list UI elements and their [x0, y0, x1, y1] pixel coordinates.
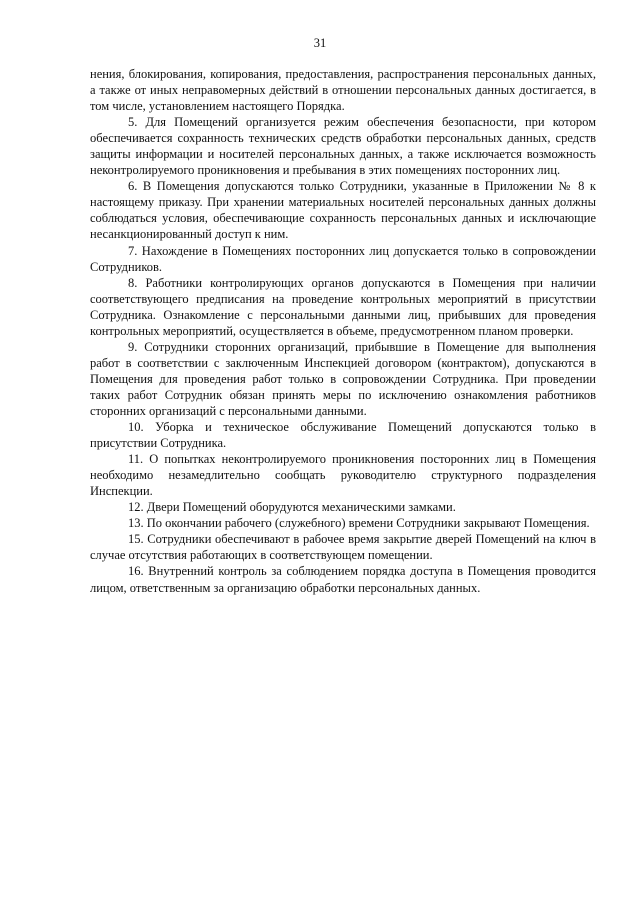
document-body [90, 66, 596, 596]
paragraph-continuation: нения, блокирования, копирования, предоставления, распространения персональных данных, а также от иных неправомерных действий в отношении персональных данных достигается, в том числе, установлением настоящего Порядка. [90, 67, 596, 114]
paragraph-10: 10. Уборка и техническое обслуживание Помещений допускаются только в присутствии Сотрудника. [90, 420, 596, 451]
paragraph-11: 11. О попытках неконтролируемого проникновения посторонних лиц в Помещения необходимо незамедлительно сообщать руководителю структурного подразделения Инспекции. [90, 452, 596, 499]
paragraph-6: 6. В Помещения допускаются только Сотрудники, указанные в Приложении № 8 к настоящему приказу. При хранении материальных носителей персональных данных должны соблюдаться условия, обеспечивающие сохранность персональных данных и исключающие несанкционированный доступ к ним. [90, 179, 596, 242]
paragraph-8: 8. Работники контролирующих органов допускаются в Помещения при наличии соответствующего предписания на проведение контрольных мероприятий в присутствии Сотрудника. Ознакомление с персональными данными лиц, прибывших для проведения контрольных мероприятий, осуществляется в объеме, предусмотренном планом проверки. [90, 275, 596, 338]
paragraph-7: 7. Нахождение в Помещениях посторонних лиц допускается только в сопровождении Сотрудников. [90, 243, 596, 274]
paragraph-15: 15. Сотрудники обеспечивают в рабочее время закрытие дверей Помещений на ключ в случае отсутствия работающих в соответствующем помещении. [90, 532, 596, 563]
page-number: 31 [313, 36, 327, 50]
paragraph-12: 12. Двери Помещений оборудуются механическими замками. [128, 500, 456, 515]
paragraph-13: 13. По окончании рабочего (служебного) времени Сотрудники закрывают Помещения. [128, 516, 590, 531]
paragraph-5: 5. Для Помещений организуется режим обеспечения безопасности, при котором обеспечивается сохранность технических средств обработки персональных данных, средств защиты информации и носителей персональных данных, а также исключается возможность неконтролируемого проникновения и пребывания в этих помещениях посторонних лиц. [90, 115, 596, 178]
paragraph-16: 16. Внутренний контроль за соблюдением порядка доступа в Помещения проводится лицом, ответственным за организацию обработки персональных данных. [90, 564, 596, 595]
paragraph-9: 9. Сотрудники сторонних организаций, прибывшие в Помещение для выполнения работ в соответствии с заключенным Инспекцией договором (контрактом), допускаются в Помещения для проведения работ только в сопровождении Сотрудника. При проведении таких работ Сотрудник обязан принять меры по исключению ознакомления работников сторонних организаций с персональными данными. [90, 339, 596, 418]
